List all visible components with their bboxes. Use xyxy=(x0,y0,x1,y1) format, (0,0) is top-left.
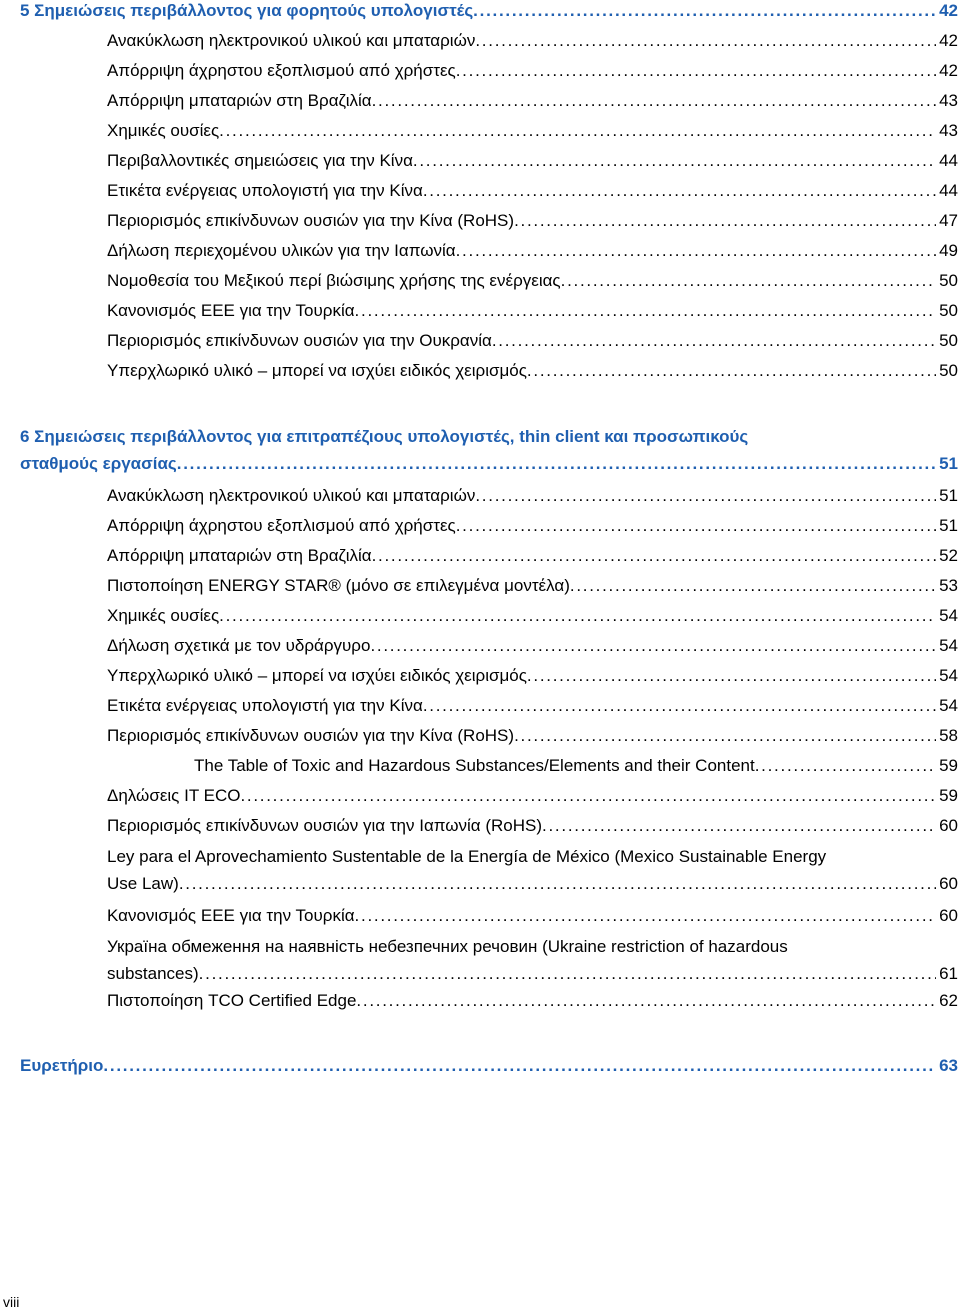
toc-page-number: 50 xyxy=(939,271,958,290)
toc-entry-title: Απόρριψη άχρηστου εξοπλισμού από χρήστες xyxy=(107,516,456,535)
toc-entry-title: Απόρριψη μπαταριών στη Βραζιλία xyxy=(107,91,372,110)
toc-page-number: 60 xyxy=(939,874,958,893)
toc-entry[interactable] xyxy=(20,148,958,174)
toc-entry[interactable] xyxy=(20,903,958,929)
dot-leader xyxy=(561,268,936,294)
toc-page-number: 52 xyxy=(939,546,958,565)
toc-entry[interactable] xyxy=(20,58,958,84)
toc-entry-title: Ανακύκλωση ηλεκτρονικού υλικού και μπαταριών xyxy=(107,486,476,505)
toc-entry-title: Περιορισμός επικίνδυνων ουσιών για την Κίνα (RoHS) xyxy=(107,726,515,745)
toc-entry[interactable] xyxy=(20,633,958,659)
toc-entry-title: Υπερχλωρικό υλικό – μπορεί να ισχύει ειδικός χειρισμός xyxy=(107,666,527,685)
toc-entry[interactable] xyxy=(20,663,958,689)
toc-page-number: 42 xyxy=(939,61,958,80)
dot-leader xyxy=(372,88,936,114)
dot-leader xyxy=(514,723,936,749)
toc-page-number: 54 xyxy=(939,636,958,655)
toc-entry-title: Δήλωση περιεχομένου υλικών για την Ιαπωνία xyxy=(107,241,456,260)
dot-leader xyxy=(456,238,936,264)
dot-leader xyxy=(372,543,936,569)
toc-entry[interactable] xyxy=(20,0,958,24)
toc-page-number: 60 xyxy=(939,816,958,835)
toc-entry[interactable] xyxy=(20,178,958,204)
dot-leader xyxy=(219,603,936,629)
toc-entry-title: Απόρριψη άχρηστου εξοπλισμού από χρήστες xyxy=(107,61,456,80)
page-number-footer: viii xyxy=(3,1294,20,1310)
toc-entry-title-continued: σταθμούς εργασίας xyxy=(20,454,177,473)
toc-entry[interactable] xyxy=(20,88,958,114)
toc-entry-title: Κανονισμός EEE για την Τουρκία xyxy=(107,906,355,925)
toc-entry[interactable] xyxy=(20,988,958,1014)
toc-entry-title-continued: substances) xyxy=(107,964,199,983)
toc-page-number: 54 xyxy=(939,606,958,625)
toc-entry-title: Πιστοποίηση ENERGY STAR® (μόνο σε επιλεγμένα μοντέλα) xyxy=(107,576,570,595)
dot-leader xyxy=(527,358,936,384)
toc-entry[interactable] xyxy=(20,543,958,569)
toc-entry-title: Ley para el Aprovechamiento Sustentable de la Energía de México (Mexico Sustainable Energy xyxy=(107,847,827,866)
dot-leader xyxy=(492,328,936,354)
dot-leader xyxy=(542,813,936,839)
toc-entry[interactable] xyxy=(20,268,958,294)
toc-entry-title: Ανακύκλωση ηλεκτρονικού υλικού και μπαταριών xyxy=(107,31,476,50)
toc-page-number: 61 xyxy=(939,964,958,983)
toc-entry-title: Ετικέτα ενέργειας υπολογιστή για την Κίνα xyxy=(107,696,423,715)
toc-entry[interactable] xyxy=(20,328,958,354)
toc-page-number: 42 xyxy=(939,31,958,50)
toc-entry-title: Україна обмеження на наявність небезпечних речовин (Ukraine restriction of hazardous xyxy=(107,937,788,956)
toc-entry[interactable] xyxy=(20,933,958,987)
dot-leader xyxy=(413,148,936,174)
dot-leader xyxy=(179,870,936,897)
toc-page-number: 50 xyxy=(939,331,958,350)
toc-page-number: 47 xyxy=(939,211,958,230)
toc-entry-title: Απόρριψη μπαταριών στη Βραζιλία xyxy=(107,546,372,565)
toc-page-number: 54 xyxy=(939,696,958,715)
toc-entry-title: Περιορισμός επικίνδυνων ουσιών για την Ιαπωνία (RoHS) xyxy=(107,816,543,835)
toc-entry[interactable] xyxy=(20,723,958,749)
toc-page-number: 58 xyxy=(939,726,958,745)
toc-page-number: 63 xyxy=(939,1056,958,1075)
dot-leader xyxy=(240,783,936,809)
toc-entry[interactable] xyxy=(20,298,958,324)
toc-entry-title: The Table of Toxic and Hazardous Substances/Elements and their Content xyxy=(194,756,755,775)
toc-page-number: 44 xyxy=(939,181,958,200)
toc-page-number: 54 xyxy=(939,666,958,685)
dot-leader xyxy=(456,513,936,539)
dot-leader xyxy=(527,663,936,689)
toc-entry-title: 5 Σημειώσεις περιβάλλοντος για φορητούς υπολογιστές xyxy=(20,1,474,20)
toc-entry-title: Ευρετήριο xyxy=(20,1056,104,1075)
toc-page-number: 59 xyxy=(939,786,958,805)
dot-leader xyxy=(103,1053,936,1079)
toc-page-number: 42 xyxy=(939,1,958,20)
toc-page-number: 60 xyxy=(939,906,958,925)
toc-entry[interactable] xyxy=(20,1053,958,1079)
toc-entry-title-continued: Use Law) xyxy=(107,874,179,893)
toc-page-number: 51 xyxy=(939,454,958,473)
toc-entry[interactable] xyxy=(20,573,958,599)
toc-entry[interactable] xyxy=(20,783,958,809)
dot-leader xyxy=(219,118,936,144)
toc-page-number: 51 xyxy=(939,486,958,505)
toc-page-number: 50 xyxy=(939,301,958,320)
toc-page-number: 59 xyxy=(939,756,958,775)
toc-entry[interactable] xyxy=(20,238,958,264)
toc-entry-title: Δηλώσεις IT ECO xyxy=(107,786,241,805)
toc-entry[interactable] xyxy=(20,358,958,384)
dot-leader xyxy=(456,58,936,84)
toc-entry[interactable] xyxy=(20,603,958,629)
toc-entry-title: Κανονισμός EEE για την Τουρκία xyxy=(107,301,355,320)
toc-page-number: 44 xyxy=(939,151,958,170)
toc-page-number: 50 xyxy=(939,361,958,380)
toc-page-number: 43 xyxy=(939,121,958,140)
dot-leader xyxy=(199,960,936,987)
toc-page-number: 49 xyxy=(939,241,958,260)
toc-entry[interactable] xyxy=(20,693,958,719)
toc-page-number: 43 xyxy=(939,91,958,110)
dot-leader xyxy=(755,753,936,779)
dot-leader xyxy=(356,988,936,1014)
toc-entry-title: Χημικές ουσίες xyxy=(107,121,220,140)
toc-entry[interactable] xyxy=(20,513,958,539)
toc-entry[interactable] xyxy=(20,483,958,509)
toc-entry-title: Δήλωση σχετικά με τον υδράργυρο xyxy=(107,636,371,655)
toc-entry[interactable] xyxy=(20,208,958,234)
toc-entry-title: Περιβαλλοντικές σημειώσεις για την Κίνα xyxy=(107,151,413,170)
toc-page-number: 62 xyxy=(939,991,958,1010)
dot-leader xyxy=(475,28,936,54)
toc-page-number: 51 xyxy=(939,516,958,535)
dot-leader xyxy=(473,0,936,24)
dot-leader xyxy=(177,450,936,477)
toc-entry[interactable] xyxy=(20,813,958,839)
dot-leader xyxy=(355,298,937,324)
dot-leader xyxy=(475,483,936,509)
dot-leader xyxy=(423,693,936,719)
toc-entry-title: Νομοθεσία του Μεξικού περί βιώσιμης χρήσης της ενέργειας xyxy=(107,271,561,290)
toc-entry-title: 6 Σημειώσεις περιβάλλοντος για επιτραπέζιους υπολογιστές, thin client και προσωπικούς xyxy=(20,427,749,446)
toc-entry[interactable] xyxy=(20,423,958,477)
toc-entry[interactable] xyxy=(20,28,958,54)
toc-entry-title: Περιορισμός επικίνδυνων ουσιών για την Κίνα (RoHS) xyxy=(107,211,515,230)
toc-entry[interactable] xyxy=(20,843,958,897)
toc-entry-title: Χημικές ουσίες xyxy=(107,606,220,625)
dot-leader xyxy=(370,633,936,659)
dot-leader xyxy=(355,903,937,929)
dot-leader xyxy=(570,573,936,599)
dot-leader xyxy=(423,178,936,204)
toc-entry[interactable] xyxy=(20,118,958,144)
dot-leader xyxy=(514,208,936,234)
toc-entry-title: Περιορισμός επικίνδυνων ουσιών για την Ουκρανία xyxy=(107,331,492,350)
toc-page-number: 53 xyxy=(939,576,958,595)
toc-entry-title: Ετικέτα ενέργειας υπολογιστή για την Κίνα xyxy=(107,181,423,200)
toc-entry-title: Υπερχλωρικό υλικό – μπορεί να ισχύει ειδικός χειρισμός xyxy=(107,361,527,380)
toc-entry[interactable] xyxy=(20,753,958,779)
toc-entry-title: Πιστοποίηση TCO Certified Edge xyxy=(107,991,357,1010)
